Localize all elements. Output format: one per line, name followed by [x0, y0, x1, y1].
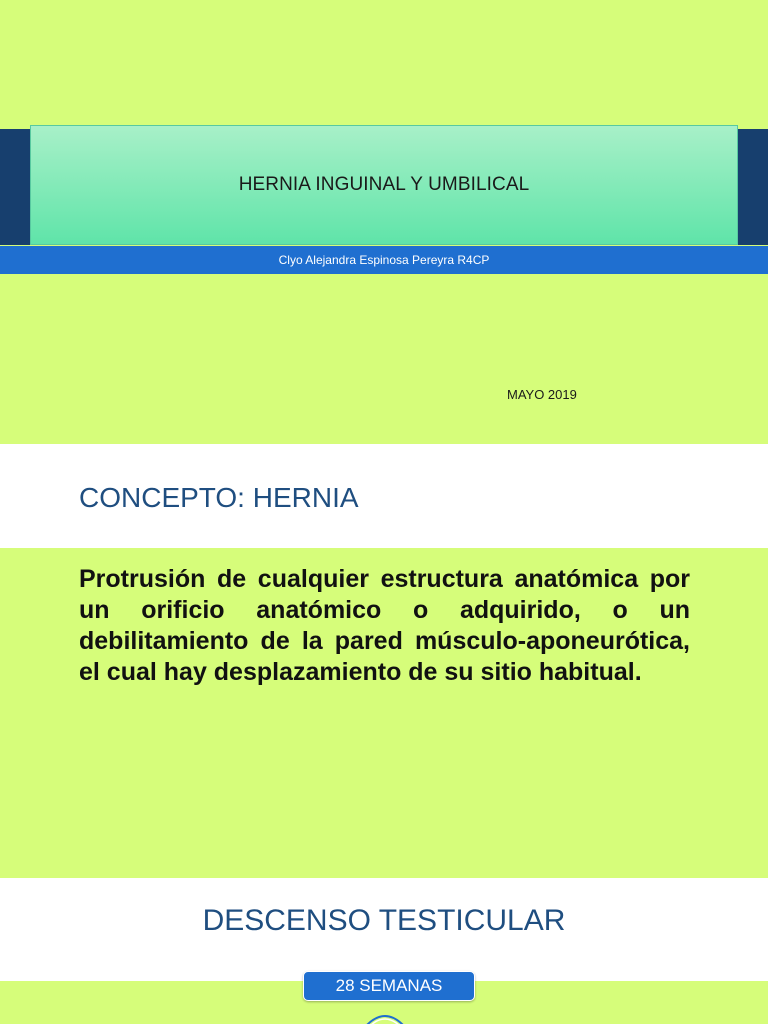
slide-title: HERNIA INGUINAL Y UMBILICAL	[238, 174, 530, 195]
author-band	[0, 246, 768, 274]
title-slide	[0, 0, 768, 444]
descenso-body	[0, 976, 768, 1024]
weeks-badge: 28 SEMANAS	[303, 971, 475, 1001]
descenso-slide	[0, 878, 768, 1024]
concept-heading: CONCEPTO: HERNIA	[79, 482, 359, 513]
presentation-date: MAYO 2019	[507, 387, 577, 402]
concept-body	[0, 548, 768, 878]
concept-header	[0, 444, 768, 548]
title-box	[30, 125, 738, 245]
hernia-definition: Protrusión de cualquier estructura anatómica por un orificio anatómico o adquirido, o un debilitamiento de la pared músculo-aponeurótica, el cual hay desplazamiento de su sitio habitual.	[79, 565, 690, 686]
descenso-heading: DESCENSO TESTICULAR	[202, 904, 566, 937]
descenso-header	[0, 878, 768, 981]
chevron-up-icon	[363, 1007, 407, 1024]
concept-slide	[0, 444, 768, 878]
author-name: Clyo Alejandra Espinosa Pereyra R4CP	[278, 253, 490, 267]
